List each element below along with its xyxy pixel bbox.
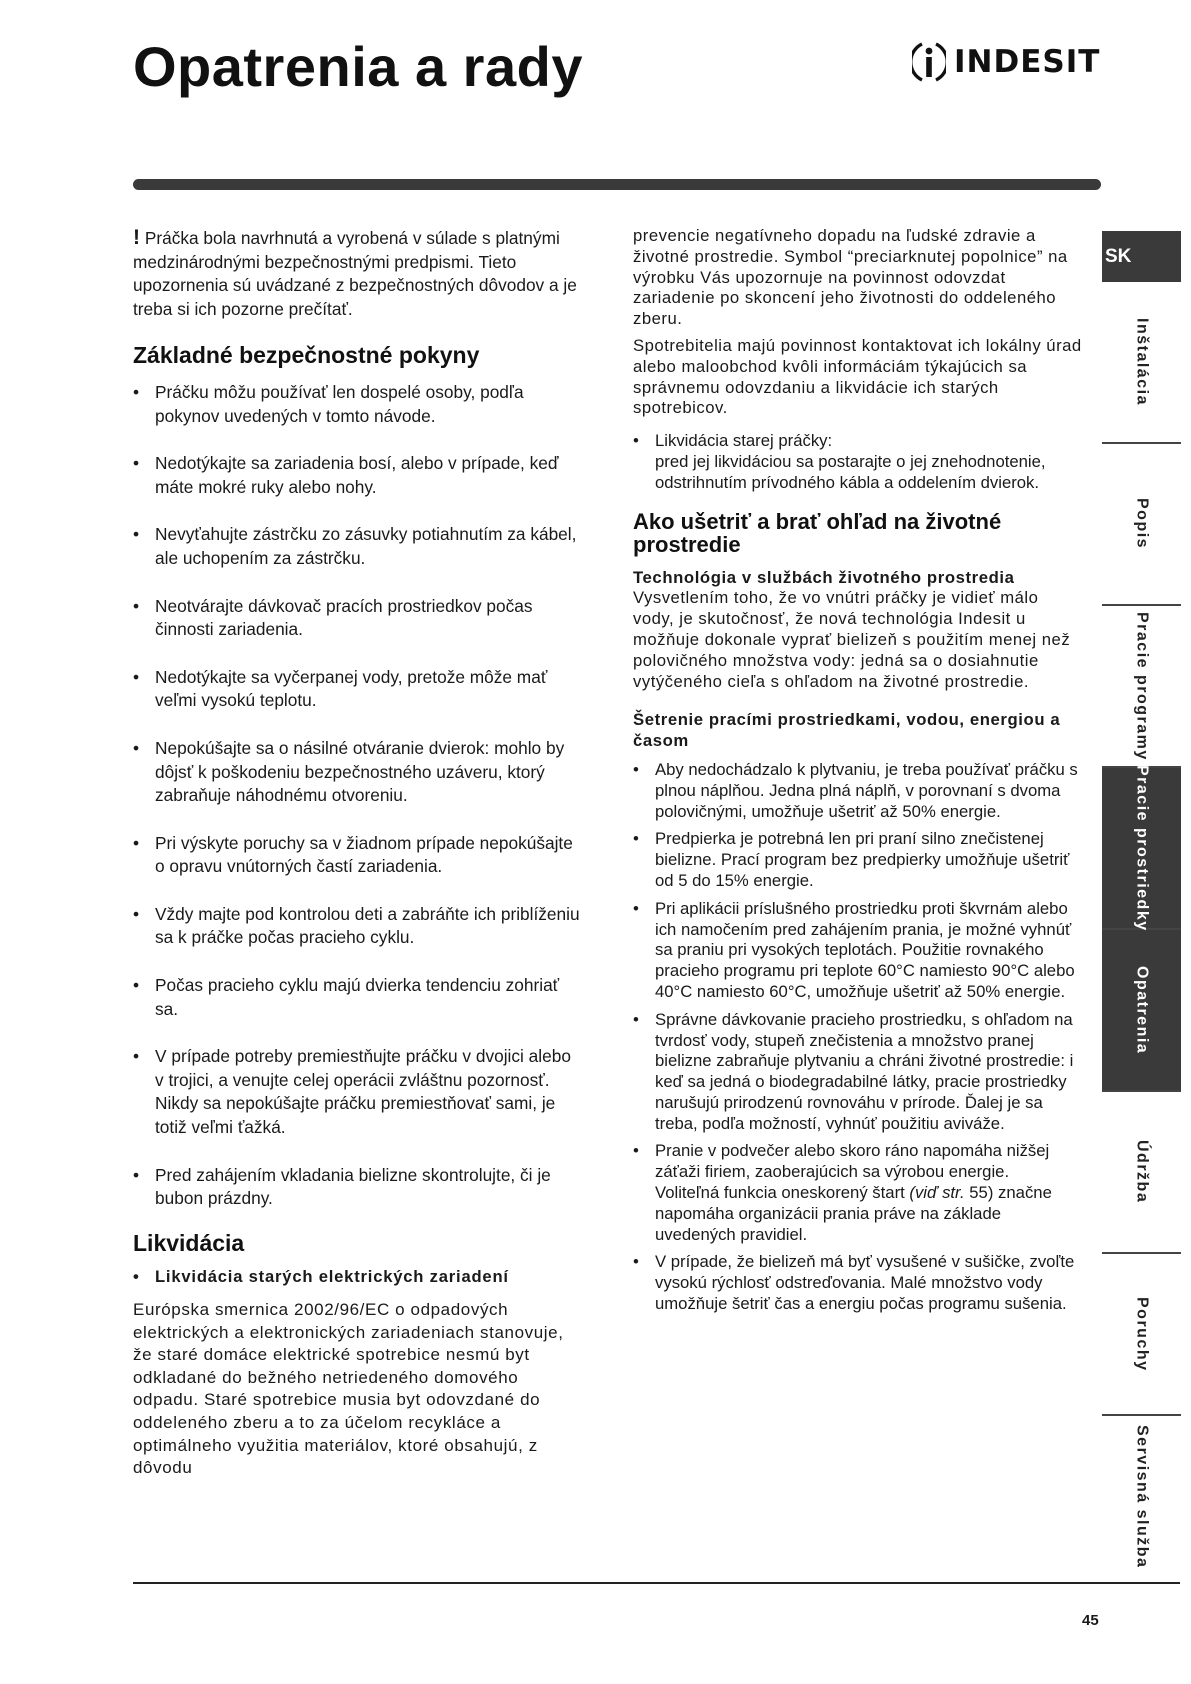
disposal-sublist: [133, 1265, 583, 1289]
safety-list: [133, 381, 583, 1211]
tab-label: Opatrenia: [1133, 965, 1151, 1055]
consumers-text: Spotrebitelia majú povinnost kontaktovat ich lokálny úrad alebo maloobchod kvôli informáciám týkajúcich sa správnemu odovzdaniu a likvidácie ich starých spotrebicov.: [633, 335, 1082, 418]
old-washer-title: Likvidácia starej práčky:: [655, 431, 833, 451]
safety-item: • Pri výskyte poruchy sa v žiadnom prípade nepokúšajte o opravu vnútorných častí zariadenia.: [133, 832, 583, 879]
night-text: Pranie v podvečer alebo skoro ráno napomáha nižšej záťaži firiem, zaoberajúcich sa výrobou energie.: [655, 1141, 1050, 1182]
footer-divider: [133, 1582, 1180, 1584]
section-sidebar: [1102, 231, 1181, 1578]
saving-item: • Správne dávkovanie pracieho prostriedku, s ohľadom na tvrdosť vody, stupeň znečistenia a množstvo pranej bielizne zabraňuje plytvaniu a chráni životné prostredie: i keď sa jedná o biodegradabilné látky, pracie prostriedky narušujú prirodzenú rovnováhu v prírode. Ďalej je sa treba, podľa možností, vyhnúť použitiu aviváže.: [633, 1010, 1083, 1135]
disposal-heading: Likvidácia: [133, 1229, 245, 1256]
language-tab[interactable]: [1102, 231, 1181, 282]
tab-troubleshooting[interactable]: [1102, 1254, 1181, 1416]
safety-item: • Neotvárajte dávkovač pracích prostriedkov počas činnosti zariadenia.: [133, 595, 583, 642]
old-washer-item: [633, 431, 1083, 493]
indesit-logo-icon: [912, 38, 946, 86]
old-washer-list: [633, 431, 1083, 493]
saving-list: [633, 760, 1083, 1315]
saving-subheading: Šetrenie pracími prostriedkami, vodou, energiou a časom: [633, 710, 1061, 751]
right-column: [633, 226, 1083, 1322]
tab-label: Poruchy: [1133, 1296, 1151, 1372]
tab-wash-programs[interactable]: [1102, 606, 1181, 768]
tab-installation[interactable]: [1102, 282, 1181, 444]
saving-item-night: [633, 1141, 1083, 1245]
safety-item: • Nedotýkajte sa vyčerpanej vody, pretože môže mať veľmi vysokú teplotu.: [133, 666, 583, 713]
tab-label: Popis: [1133, 498, 1151, 550]
page-reference-number: 55): [969, 1183, 994, 1203]
tab-label: Údržba: [1133, 1140, 1151, 1204]
saving-item: • Pri aplikácii príslušného prostriedku proti škvrnám alebo ich namočením pred zahájením prania, je možné vyhnúť sa praniu pri vysokých teplotách. Použitie rovnakého pracieho programu pri teplote 60°C namiesto 90°C alebo 40°C namiesto 60°C, umožňuje ušetriť až 50% energie.: [633, 899, 1083, 1003]
language-label: SK: [1105, 245, 1132, 267]
safety-item: • Počas pracieho cyklu majú dvierka tendenciu zohriať sa.: [133, 974, 583, 1021]
brand-logo: [912, 38, 1100, 86]
saving-item: • Aby nedochádzalo k plytvaniu, je treba používať práčku s plnou náplňou. Jedna plná náplň, v porovnaní s dvoma polovičnými, umožňuje ušetriť až 50% energie.: [633, 760, 1083, 822]
eu-directive-text: Európska smernica 2002/96/EC o odpadových elektrických a elektronických zariadeniach stanovuje, že staré domáce elektrické spotrebice nesmú byt odkladané do bežného netriedeného domového odpadu. Staré spotrebice musia byt odovzdané do oddeleného zberu a to za účelom recykláce a optimálneho využitia materiálov, ktoré obsahujú, z dôvodu: [133, 1300, 564, 1478]
tab-label: Pracie programy: [1133, 611, 1151, 761]
safety-item: • Nedotýkajte sa zariadenia bosí, alebo v prípade, keď máte mokré ruky alebo nohy.: [133, 452, 583, 499]
page-number: 45: [1082, 1612, 1099, 1629]
left-column: [133, 226, 583, 1480]
disposal-subheading: • Likvidácia starých elektrických zariadení: [133, 1265, 583, 1289]
tab-label: Servisná služba: [1133, 1425, 1151, 1569]
tab-label: Inštalácia: [1133, 318, 1151, 406]
safety-item: • V prípade potreby premiestňujte práčku v dvojici alebo v trojici, a venujte celej operácii zvláštnu pozornosť. Nikdy sa nepokúšajte práčku premiestňovať sami, je totiž veľmi ťažká.: [133, 1045, 583, 1139]
safety-item: • Nevyťahujte zástrčku zo zásuvky potiahnutím za kábel, ale uchopením za zástrčku.: [133, 523, 583, 570]
environment-heading: Ako ušetriť a brať ohľad na životné prostredie: [633, 508, 1002, 557]
safety-heading: Základné bezpečnostné pokyny: [133, 342, 480, 369]
tab-maintenance[interactable]: [1102, 1092, 1181, 1254]
disposal-continued: prevencie negatívneho dopadu na ľudské zdravie a životné prostredie. Symbol “preciarknutej popolnice” na výrobku Vás upozornuje na povinnost odovzdat zariadenie po skoncení jeho životnosti do oddeleného zberu.: [633, 226, 1068, 329]
page-title: Opatrenia a rady: [133, 35, 583, 98]
page-reference: (viď str.: [909, 1183, 965, 1203]
tab-service[interactable]: [1102, 1416, 1181, 1578]
technology-text: Vysvetlením toho, že vo vnútri práčky je vidieť málo vody, je skutočnosť, že nová technológia Indesit u možňuje dokonale vyprať bielizeň s použitím menej než polovičného množstva vody: jedná sa o dosiahnutie vytýčeného cieľa s ohľadom na životné prostredie.: [633, 588, 1071, 691]
delay-text-end: značne napomáha organizácii prania práve na základe uvedených pravidiel.: [655, 1183, 1052, 1244]
safety-item: • Vždy majte pod kontrolou deti a zabráňte ich priblíženiu sa k práčke počas pracieho cyklu.: [133, 903, 583, 950]
delay-text: Voliteľná funkcia oneskorený štart: [655, 1183, 905, 1203]
safety-item: • Pred zahájením vkladania bielizne skontrolujte, či je bubon prázdny.: [133, 1164, 583, 1211]
old-washer-text: pred jej likvidáciou sa postarajte o jej znehodnotenie, odstrihnutím prívodného kábla a oddelením dvierok.: [655, 451, 1046, 492]
safety-item: • Práčku môžu používať len dospelé osoby, podľa pokynov uvedených v tomto návode.: [133, 381, 583, 428]
technology-subheading: Technológia v službách životného prostredia: [633, 567, 1015, 587]
header-divider: [133, 179, 1101, 190]
intro-paragraph: [133, 226, 583, 321]
saving-item: • V prípade, že bielizeň má byť vysušené v sušičke, zvoľte vysokú rýchlosť odstreďovania. Malé množstvo vody umožňuje šetriť čas a energiu počas programu sušenia.: [633, 1252, 1083, 1314]
tab-label: Pracie prostriedky: [1133, 764, 1151, 932]
intro-text: Práčka bola navrhnutá a vyrobená v súlade s platnými medzinárodnými bezpečnostnými predpismi. Tieto upozornenia sú uvádzané z bezpečnostných dôvodov a je treba si ich pozorne prečítať.: [133, 228, 577, 319]
tab-description[interactable]: [1102, 444, 1181, 606]
tab-detergents[interactable]: [1102, 764, 1181, 932]
brand-name: INDESIT: [954, 44, 1101, 80]
warning-icon: !: [133, 226, 140, 249]
tab-precautions[interactable]: [1102, 930, 1181, 1092]
safety-item: • Nepokúšajte sa o násilné otváranie dvierok: mohlo by dôjsť k poškodeniu bezpečnostného uzáveru, ktorý zabraňuje náhodnému otvoreniu.: [133, 737, 583, 808]
saving-item: • Predpierka je potrebná len pri praní silno znečistenej bielizne. Prací program bez predpierky umožňuje ušetriť od 5 do 15% energie.: [633, 829, 1083, 891]
